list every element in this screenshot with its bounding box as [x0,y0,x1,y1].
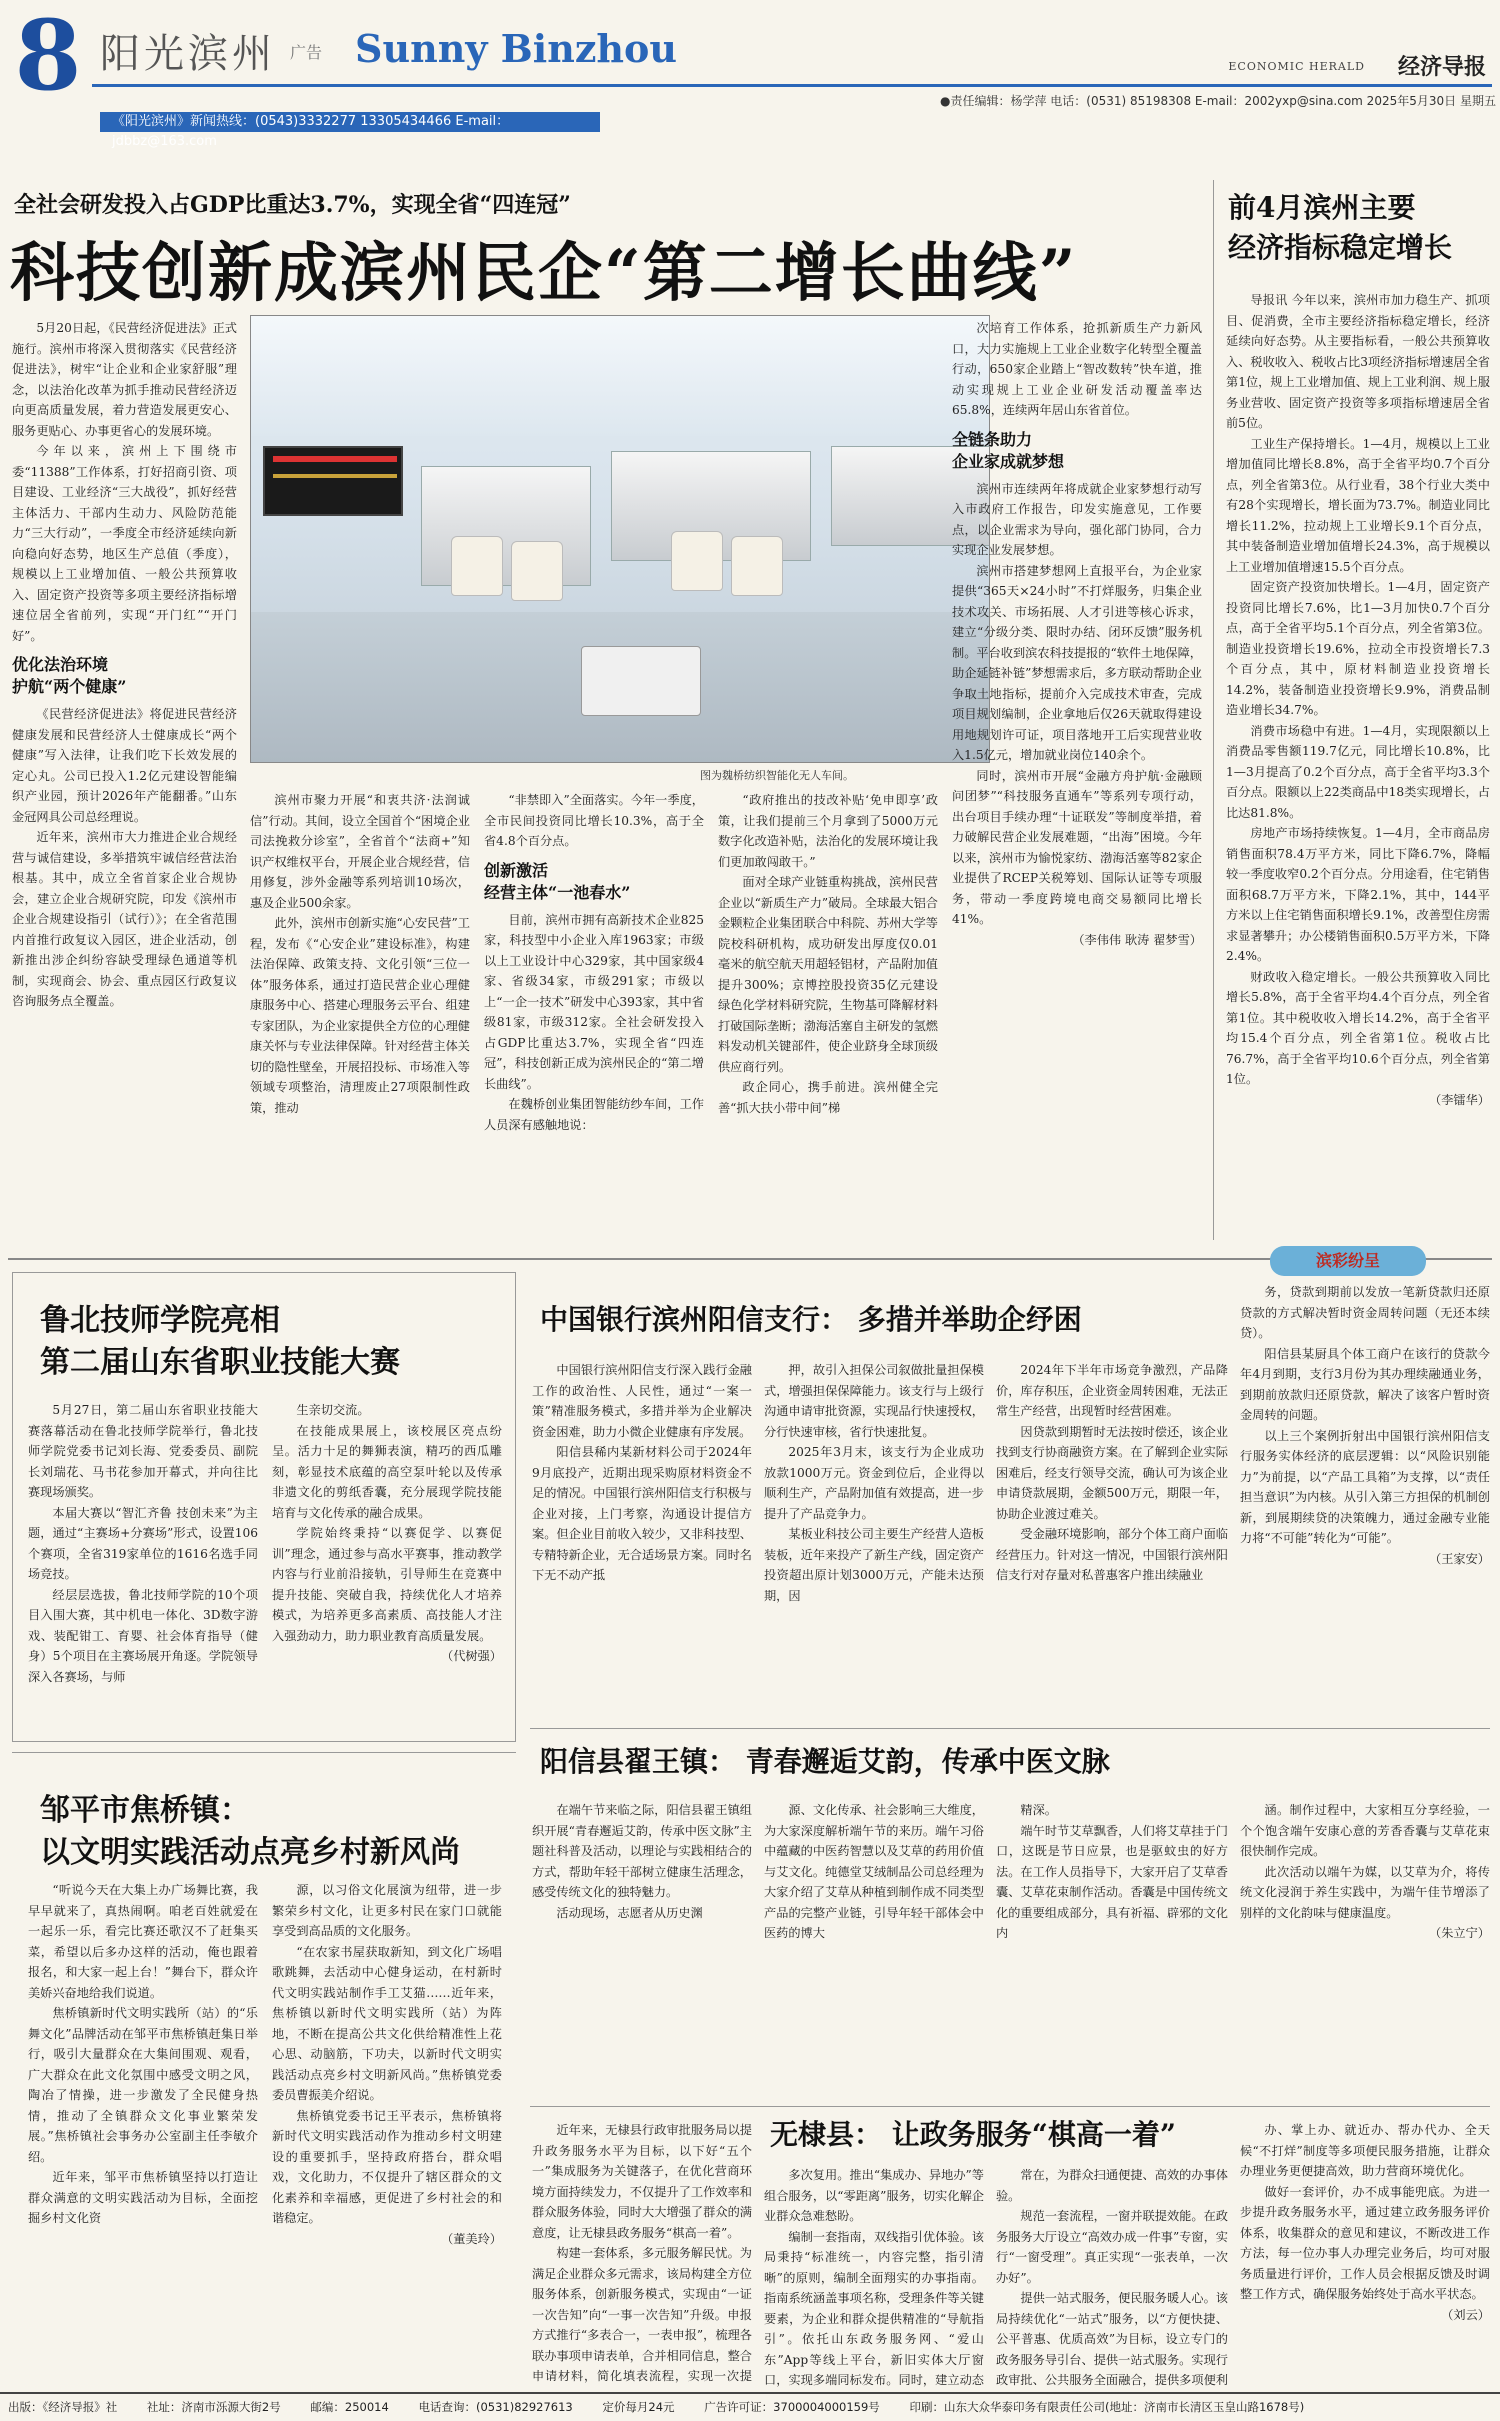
article-3-headline: 阳信县翟王镇： 青春邂逅艾韵，传承中医文脉 [540,1745,1110,1778]
paragraph: 规范一套流程，一窗并联提效能。在政务服务大厅设立“高效办成一件事”专窗，实行“一窗受理”。真正实现“一张表单，一次办好”。 [996,2209,1228,2285]
brand-english: ECONOMIC HERALD [1228,60,1365,73]
paragraph: 财政收入稳定增长。一般公共预算收入同比增长5.8%，高于全省平均4.4个百分点，列全省第1位。其中税收收入增长14.2%，高于全省平均15.4个百分点，列全省第1位。税收占比76.7%，高于全省平均10.6个百分点，列全省第1位。 [1226,969,1490,1086]
paragraph: 务，贷款到期前以发放一笔新贷款归还原贷款的方式解决暂时资金周转问题（无还本续贷）。 [1240,1285,1490,1340]
article-divider [530,2106,1490,2107]
paragraph: 在端午节来临之际，阳信县翟王镇组织开展“青春邂逅艾韵，传承中医文脉”主题社科普及活动，以理论与实践相结合的方式，帮助年轻干部树立健康生活理念，感受传统文化的独特魅力。 [532,1803,752,1899]
masthead-rule [92,84,1492,87]
article-3-column-4 [1240,1800,1490,2100]
top-story-column-5 [952,318,1202,1240]
paragraph: 近年来，滨州市大力推进企业合规经营与诚信建设，多举措筑牢诚信经营法治根基。其中，成立全省首家企业合规协会，建立企业合规研究院，印发《滨州市企业合规建设指引（试行）》；在全省范围内首推行政复议入园区，进企业活动，创新推出涉企纠纷容缺受理绿色通道等机制，实现商会、协会、重点园区行政复议咨询服务点全覆盖。 [12,830,237,1008]
paragraph: 目前，滨州市拥有高新技术企业825家，科技型中小企业入库1963家；市级以上工业设计中心329家，其中国家级4家、省级34家，市级291家；市级以上“一企一技术”研发中心393家，其中省级81家，市级312家。全社会研发投入占GDP比重达3.7%，实现全省“四连冠”，科技创新正成为滨州民企的“第二增长曲线”。 [484,912,704,1091]
editor-line: ●责任编辑：杨学萍 电话：(0531) 85198308 E-mail：2002yxp@sina.com 2025年5月30日 星期五 [940,94,1496,108]
article-2-column-2 [764,1360,984,1710]
sidebar-divider [1213,180,1214,1240]
paragraph: 以上三个案例折射出中国银行滨州阳信支行服务实体经济的底层逻辑：以“风险识别能力”为前提，以“产品工具箱”为支撑，以“责任担当意识”为内核。从引入第三方担保的机制创新，到展期续贷的决策魄力，通过金融专业能力将“不可能”转化为“可能”。 [1240,1428,1490,1545]
paragraph: 政企同心，携手前进。滨州健全完善“抓大扶小带中间”梯 [718,1080,938,1115]
paragraph: 涵。制作过程中，大家相互分享经验，一个个饱含端午安康心意的芳香香囊与艾草花束很快制作完成。 [1240,1803,1490,1858]
paragraph: 阳信县某厨具个体工商户在该行的贷款今年4月到期，支行3月份为其办理续融通业务，到期前放款归还原贷款，解决了该客户暂时资金周转的问题。 [1240,1346,1490,1422]
section-tag: 广告 [290,43,323,62]
photo-caption: 图为魏桥纺织智能化无人车间。 [700,769,854,782]
subhead: 创新激活 经营主体“一池春水” [484,860,631,902]
photo-agv-robot [581,646,701,716]
subhead: 优化法治环境 护航“两个健康” [12,655,127,696]
paragraph: 生亲切交流。 [296,1403,370,1417]
sidebar-headline: 前4月滨州主要 经济指标稳定增长 [1228,191,1453,264]
paragraph: 押，故引入担保公司叙做批量担保模式，增强担保保障能力。该支行与上级行沟通申请审批资源，实现品行快速授权，分行快速审核，省行快速批复。 [764,1363,984,1439]
article-3-column-3 [996,1800,1228,2100]
sidebar-body [1226,290,1490,1240]
paragraph: 在魏桥创业集团智能纺纱车间，工作人员深有感触地说： [484,1097,704,1132]
article-4-headline: 邹平市焦桥镇： 以文明实践活动点亮乡村新风尚 [40,1793,460,1870]
paragraph: 做好一套评价，办不成事能兜底。为进一步提升政务服务水平，通过建立政务服务评价体系，收集群众的意见和建议，不断改进工作方法，每一位办事人办理完业务后，均可对服务质量进行评价，工作人员会根据反馈及时调整工作方式，确保服务始终处于高水平状态。 [1240,2184,1490,2301]
paragraph: 近年来，无棣县行政审批服务局以提升政务服务水平为目标，以下好“五个一”集成服务为关键落子，在优化营商环境方面持续发力，不仅提升了工作效率和群众服务体验，同时大大增强了群众的满意度，让无棣县政务服务“棋高一着”。 [532,2123,752,2240]
byline: （王家安） [1429,1551,1490,1566]
photo-bobbin [451,536,503,596]
paragraph: 消费市场稳中有进。1—4月，实现限额以上消费品零售额119.7亿元，同比增长10.8%，比1—3月提高了0.2个百分点，高于全省平均3.3个百分点。限额以上22类商品中18类实现增长，占比达81.8%。 [1226,723,1490,820]
paragraph: 面对全球产业链重构挑战，滨州民营企业以“新质生产力”破局。全球最大铝合金颗粒企业集团联合中科院、苏州大学等院校科研机构，成功研发出厚度仅0.01毫米的航空航天用超轻铝材，产品附加值提升300%；京博控股投资35亿元建设绿色化学材料研究院，生物基可降解材料打破国际垄断；渤海活塞自主研发的氢燃料发动机关键部件，使企业跻身全球顶级供应商行列。 [718,875,938,1074]
paragraph: 精深。 [1020,1803,1057,1817]
byline: （代树强） [441,1649,502,1663]
paragraph: “在农家书屋获取新知，到文化广场唱歌跳舞，去活动中心健身运动，在村新时代文明实践站制作手工艾猫……近年来，焦桥镇以新时代文明实践所（站）为阵地，不断在提高公共文化供给精准性上花心思、动脑筋，下功夫，以新时代文明实践活动点亮乡村文明新风尚。”焦桥镇党委委员曹振美介绍说。 [272,1944,502,2102]
paragraph: 此次活动以端午为媒，以艾草为介，将传统文化浸润于养生实践中，为端午佳节增添了别样的文化韵味与健康温度。 [1240,1864,1490,1920]
paragraph: 源、文化传承、社会影响三大维度，为大家深度解析端午节的来历。端午习俗中蕴藏的中医药智慧以及艾草的药用价值与艾文化。纯德堂艾绒制品公司总经理为大家介绍了艾草从种植到制作成不同类型产品的完整产业链，引导年轻干部体会中医药的博大 [764,1803,984,1940]
brand-logo: 经济导报 [1397,54,1486,80]
page-number: 8 [14,0,82,112]
paragraph: 次培育工作体系，抢抓新质生产力新风口，大力实施规上工业企业数字化转型全覆盖行动，650家企业踏上“智改数转”快车道，推动实现规上工业企业研发活动覆盖率达65.8%，连续两年居山东省首位。 [952,321,1202,417]
paragraph: 焦桥镇新时代文明实践所（站）的“乐舞文化”品牌活动在邹平市焦桥镇赶集日举行，吸引大量群众在大集间围观、观看，广大群众在此文化氛围中感受文明之风，陶冶了情操，进一步激发了全民健身热情，推动了全镇群众文化事业繁荣发展。”焦桥镇社会事务办公室副主任李敏介绍。 [28,2006,258,2164]
paragraph: 同时，滨州市开展“金融方舟护航·金融顾问团梦”“科技服务直通车”等系列专项行动，出台项目手续办理“十证联发”等制度举措，着力破解民营企业发展难题，“出海”困境。今年以来，滨州市为愉悦家纺、渤海活塞等82家企业提供了RCEP关税筹划、国际认证等专项服务，带动一季度跨境电商交易额同比增长41%。 [952,768,1202,926]
factory-photo [250,315,990,763]
paragraph: 今年以来，滨州上下围绕市委“11388”工作体系，打好招商引资、项目建设、工业经济“三大战役”，抓好经营主体活力、干部内生动力、风险防范能力“三大行动”，一季度全市经济延续向新向稳向好态势，地区生产总值（季度），规模以上工业增加值、一般公共预算收入、固定资产投资等多项主要经济指标增速位居全省前列，实现“开门红”“开门好”。 [12,444,237,643]
paragraph: 办、掌上办、就近办、帮办代办、全天候“不打烊”制度等多项便民服务措施，让群众办理业务更便捷高效，助力营商环境优化。 [1240,2123,1490,2178]
paragraph: 2025年3月末，该支行为企业成功放款1000万元。资金到位后，企业得以顺利生产，产品附加值有效提高，进一步提升了产品竞争力。 [764,1445,984,1521]
article-1-column-2 [272,1400,502,1735]
paragraph: 在技能成果展上，该校展区亮点纷呈。活力十足的舞狮表演，精巧的西瓜雕刻，彰显技术底蕴的高空泵叶轮以及传承非遗文化的剪纸香囊，充分展现学院技能培育与文化传承的融合成果。 [272,1423,502,1520]
article-1-column-1 [28,1400,258,1735]
photo-bobbin [511,541,563,601]
top-story-column-1 [12,318,237,1248]
footer-phone: 电话查询：(0531)82927613 [418,2400,573,2414]
article-4-column-1 [28,1880,258,2385]
byline: （李镭华） [1429,1092,1490,1107]
paragraph: 某板业科技公司主要生产经营人造板装板，近年来投产了新生产线，固定资产投资超出原计划3000万元，产能未达预期，因 [764,1527,984,1603]
article-1-headline: 鲁北技师学院亮相 第二届山东省职业技能大赛 [40,1303,400,1380]
footer-ad-license: 广告许可证：3700004000159号 [704,2400,880,2414]
top-story-column-4 [718,790,938,1240]
article-2-column-1 [532,1360,752,1710]
paragraph: 受金融环境影响，部分个体工商户面临经营压力。针对这一情况，中国银行滨州阳信支行对存量对私普惠客户推出续融业 [996,1527,1228,1582]
paragraph: 近年来，邹平市焦桥镇坚持以打造让群众满意的文明实践活动为目标，全面挖掘乡村文化资 [28,2170,258,2225]
paragraph: 中国银行滨州阳信支行深入践行金融工作的政治性、人民性，通过“一案一策”精准服务模式，多措并举为企业解决资金困难，助力小微企业健康有序发展。 [532,1363,752,1439]
paragraph: 滨州市搭建梦想网上直报平台，为企业家提供“365天×24小时”不打烊服务，归集企业技术攻关、市场拓展、人才引进等核心诉求，建立“分级分类、限时办结、闭环反馈”服务机制。平台收到滨农科技提报的“软件土地保障，助企延链补链”梦想需求后，多方联动帮助企业争取土地指标，提前介入完成技术审查，完成项目规划编制，企业拿地后仅26天就取得建设用地规划许可证，项目落地开工后实现营业收入1.5亿元，增加就业岗位140余个。 [952,563,1202,762]
paragraph: 本届大赛以“智汇齐鲁 技创未来”为主题，通过“主赛场+分赛场”形式，设置106个赛项，全省319家单位的1616名选手同场竞技。 [28,1505,258,1581]
paragraph: 2024年下半年市场竞争激烈，产品降价，库存积压，企业资金周转困难，无法正常生产经营，出现暂时经营困难。 [996,1363,1228,1418]
paragraph: 经层层选拔，鲁北技师学院的10个项目入围大赛，其中机电一体化、3D数字游戏、装配钳工、育婴、社会体育指导（健身）5个项目在主赛场展开角逐。学院领导深入各赛场，与师 [28,1587,258,1684]
photo-display-screen [263,446,403,516]
article-2-column-3 [996,1360,1228,1710]
paragraph: 多次复用。推出“集成办、异地办”等组合服务，以“零距离”服务，切实化解企业群众急难愁盼。 [764,2168,984,2223]
article-5-headline: 无棣县： 让政务服务“棋高一着” [770,2118,1176,2151]
paragraph: 构建一套体系，多元服务解民忧。为满足企业群众多元需求，该局构建全方位服务体系，创新服务模式，实现由“一证一次告知”向“一事一次告知”升级。申报方式推行“多表合一，一表申报”，梳理各联办事项申请表单，合并相同信息，整合申请材料，简化填表流程，实现一次提 [532,2246,752,2383]
footer-address: 社址：济南市泺源大街2号 [146,2400,281,2414]
paragraph: 房地产市场持续恢复。1—4月，全市商品房销售面积78.4万平方米，同比下降6.7%，降幅较一季度收窄0.2个百分点。分用途看，住宅销售面积68.7万平方米，下降2.1%，其中，144平方米以上住宅销售面积增长9.1%，改善型住房需求显著攀升；办公楼销售面积0.5万平方米，下降2.4%。 [1226,826,1490,963]
masthead [0,0,1500,150]
paragraph: “非禁即入”全面落实。今年一季度，全市民间投资同比增长10.3%，高于全省4.8个百分点。 [484,793,704,848]
byline: （李伟伟 耿涛 翟梦雪） [1072,932,1202,947]
paragraph: 活动现场，志愿者从历史渊 [556,1905,703,1920]
paragraph: 滨州市聚力开展“和衷共济·法润诚信”行动。其间，设立全国首个“困境企业司法挽救分诊室”，全省首个“法商+”知识产权维权平台，开展企业合规经营，信用修复，涉外金融等系列培训10场次，惠及企业500余家。 [250,793,470,910]
paragraph: “政府推出的技改补贴‘免申即享’政策，让我们提前三个月拿到了5000万元数字化改造补贴，法治化的发展环境让我们更加敢闯敢干。” [718,793,938,869]
paragraph: 编制一套指南，双线指引优体验。该局秉持“标准统一，内容完整，指引清晰”的原则，编制全面翔实的办事指南。指南系统涵盖事项名称，受理条件等关键要素，为企业和群众提供精准的“导航指引”。依托山东政务服务网、“爱山东”App等线上平台，新旧实体大厅窗口，实现多端同标发布。同时，建立动态 [764,2229,984,2387]
article-3-column-1 [532,1800,752,2100]
paragraph: 常在，为群众扫通便捷、高效的办事体验。 [996,2168,1228,2203]
paragraph: “听说今天在大集上办广场舞比赛，我早早就来了，真热闹啊。咱老百姓就爱在一起乐一乐，看完比赛还歌汉不了赶集买菜，希望以后多办这样的活动，俺也跟着报名，和大家一起上台！”舞台下，群众许美娇兴奋地给我们说道。 [28,1883,258,2000]
article-4-column-2 [272,1880,502,2385]
article-2-headline: 中国银行滨州阳信支行： 多措并举助企纾困 [540,1303,1082,1336]
photo-ceiling [251,316,989,436]
photo-bobbin [731,536,783,596]
paragraph: 5月20日起，《民营经济促进法》正式施行。滨州市将深入贯彻落实《民营经济促进法》，树牢“让企业和企业家舒服”理念，以法治化改革为抓手推动民营经济迈向更高质量发展，着力营造发展更安心、服务更贴心、办事更省心的发展环境。 [12,321,237,438]
footer-publisher: 出版：《经济导报》社 [8,2400,118,2414]
paragraph: 阳信县稀内某新材料公司于2024年9月底投产，近期出现采购原材料资金不足的情况。中国银行滨州阳信支行积极与企业对接，上门考察，沟通设计提信方案。但企业目前收入较少，又非科技型、专精特新企业，无合适场景方案。同时名下无不动产抵 [532,1445,752,1582]
paragraph: 工业生产保持增长。1—4月，规模以上工业增加值同比增长8.8%，高于全省平均0.7个百分点，列全省第3位。从行业看，38个行业大类中有28个实现增长，增长面为73.7%。制造业同比增长11.2%，拉动规上工业增长9.1个百分点，其中装备制造业增加值增长24.3%，高于规模以上工业增加值增速15.5个百分点。 [1226,436,1490,574]
top-story-column-3 [484,790,704,1240]
paragraph: 端午时节艾草飘香，人们将艾草挂于门口，这既是节日应景，也是驱蚊虫的好方法。在工作人员指导下，大家开启了艾草香囊、艾草花束制作活动。香囊是中国传统文化的重要组成部分，具有祈福、辟邪的文化内 [996,1823,1228,1940]
paragraph: 因贷款到期暂时无法按时偿还，该企业找到支行协商融资方案。在了解到企业实际困难后，经支行领导交流，确认可为该企业申请贷款展期，金额500万元，期限一年，协助企业渡过难关。 [996,1424,1228,1521]
paragraph: 此外，滨州市创新实施“心安民营”工程，发布《“心安企业”建设标准》，构建法治保障、政策支持、文化引领“三位一体”服务体系，通过打造民营企业心理健康服务中心、搭建心理服务云平台、组建专家团队，为企业家提供全方位的心理健康关怀与专业法律保障。针对经营主体关切的隐性壁垒，开展招投标、市场准入等领域专项整治，清理废止27项限制性政策，推动 [250,916,470,1115]
photo-bobbin [671,531,723,591]
footer-postcode: 邮编：250014 [310,2400,389,2414]
article-5-column-3 [996,2165,1228,2389]
article-divider [530,1728,1490,1729]
hotline-bar: 《阳光滨州》新闻热线：(0543)3332277 13305434466 E-mail：jdbbz@163.com [100,112,600,132]
top-story-column-2 [250,790,470,1240]
footer-price: 定价每月24元 [602,2400,675,2414]
top-story-headline: 科技创新成滨州民企“第二增长曲线” [10,236,1078,311]
article-2-column-4 [1240,1282,1490,1722]
article-divider [12,1752,516,1753]
paragraph: 滨州市连续两年将成就企业家梦想行动写入市政府工作报告，印发实施意见，工作要点，以企业需求为导向，强化部门协同，合力实现企业发展梦想。 [952,481,1202,557]
top-story-kicker: 全社会研发投入占GDP比重达3.7%，实现全省“四连冠” [14,192,571,218]
paragraph: 提供一站式服务，便民服务暖人心。该局持续优化“一站式”服务，以“方便快捷、公平普惠、优质高效”为目标，设立专门的政务服务导引台、提供一站式服务。实现行政审批、公共服务全面融合，提供多项便利 [996,2291,1228,2387]
section-english-name: Sunny Binzhou [355,26,677,71]
footer [0,2392,1500,2421]
paragraph: 源，以习俗文化展演为纽带，进一步繁荣乡村文化，让更多村民在家门口就能享受到高品质的文化服务。 [272,1883,502,1938]
byline: （朱立宁） [1429,1926,1490,1940]
article-5-column-4 [1240,2120,1490,2388]
byline: （刘云） [1441,2307,1490,2322]
photo-machine [421,466,591,586]
footer-printer: 印刷：山东大众华泰印务有限责任公司(地址：济南市长清区玉皇山路1678号) [909,2400,1305,2414]
paragraph: 导报讯 今年以来，滨州市加力稳生产、抓项目、促消费，全市主要经济指标稳定增长，经济延续向好态势。从主要指标看，一般公共预算收入、税收收入、税收占比3项经济指标增速居全省第1位，规上工业增加值、规上工业利润、规上服务业营收、固定资产投资等多项指标增速居全省前5位。 [1226,293,1490,430]
paragraph: 固定资产投资加快增长。1—4月，固定资产投资同比增长7.6%，比1—3月加快0.7个百分点，高于全省平均5.1个百分点，列全省第3位。制造业投资增长19.6%，拉动全市投资增长7.3个百分点，其中，原材料制造业投资增长14.2%，装备制造业投资增长9.9%，消费品制造业增长34.7%。 [1226,580,1490,717]
paragraph: 《民营经济促进法》将促进民营经济健康发展和民营经济人士健康成长“两个健康”写入法律，让我们吃下长效发展的定心丸。公司已投入1.2亿元建设智能编织产业园，预计2026年产能翻番。”山东金冠网具公司总经理说。 [12,707,237,824]
paragraph: 5月27日，第二届山东省职业技能大赛落幕活动在鲁北技师学院举行，鲁北技师学院党委书记刘长海、党委委员、副院长刘瑞花、马书花参加开幕式，并向往比赛现场颁奖。 [28,1403,258,1499]
article-5-column-2 [764,2165,984,2389]
article-5-column-1 [532,2120,752,2388]
paragraph: 学院始终秉持“以赛促学、以赛促训”理念，通过参与高水平赛事，推动教学内容与行业前沿接轨，引导师生在竞赛中提升技能、突破自我，持续优化人才培养模式，为培养更多高素质、高技能人才注入强劲动力，助力职业教育高质量发展。 [272,1526,502,1643]
subhead: 全链条助力 企业家成就梦想 [952,429,1065,471]
section-tag-bubble: 滨彩纷呈 [1270,1246,1426,1276]
article-3-column-2 [764,1800,984,2100]
section-name: 阳光滨州 [100,31,276,77]
paragraph: 焦桥镇党委书记王平表示，焦桥镇将新时代文明实践活动作为推动乡村文明建设的重要抓手，坚持政府搭台，群众唱戏，文化助力，不仅提升了辖区群众的文化素养和幸福感，更促进了乡村社会的和谐稳定。 [272,2108,502,2225]
byline: （董美玲） [441,2231,502,2246]
